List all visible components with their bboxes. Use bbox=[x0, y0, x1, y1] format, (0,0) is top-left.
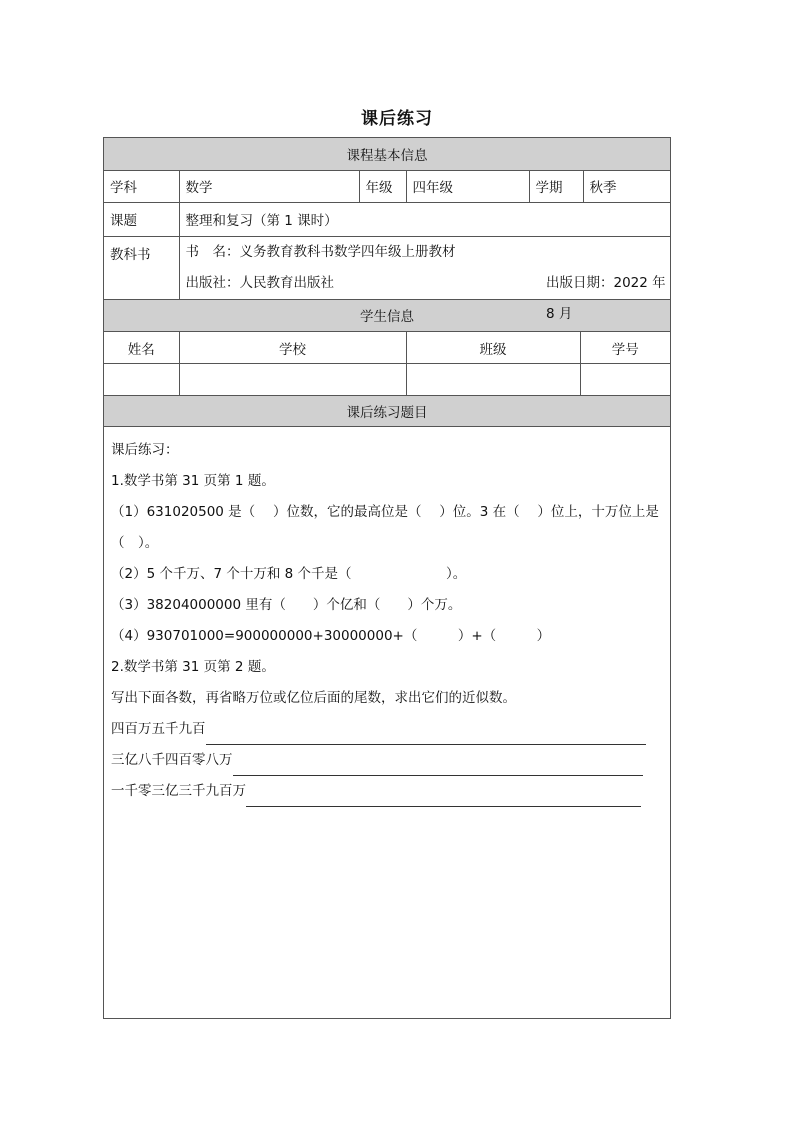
question-1-title: 1.数学书第 31 页第 1 题。 bbox=[111, 473, 275, 489]
exercise-header: 课后练习题目 bbox=[104, 396, 670, 427]
question-2-title: 2.数学书第 31 页第 2 题。 bbox=[111, 659, 275, 675]
school-field[interactable] bbox=[179, 364, 406, 396]
number-word: 一千零三亿三千九百万 bbox=[111, 783, 246, 799]
subject-value: 数学 bbox=[179, 170, 359, 202]
exercise-intro: 课后练习： bbox=[111, 442, 179, 458]
student-info-header: 学生信息 bbox=[104, 300, 670, 332]
book-name: 书 名：义务教育教科书数学四年级上册教材 bbox=[185, 243, 456, 260]
worksheet-table bbox=[103, 137, 671, 1019]
student-id-field[interactable] bbox=[580, 364, 670, 396]
question-1-4: （4）930701000=900000000+30000000+（ ）+（ ） bbox=[111, 628, 551, 644]
topic-label: 课题 bbox=[104, 202, 179, 236]
question-1-1: （1）631020500 是（ ）位数，它的最高位是（ ）位。3 在（ ）位上，十万位上是 bbox=[111, 504, 659, 520]
question-2-description: 写出下面各数，再省略万位或亿位后面的尾数，求出它们的近似数。 bbox=[111, 690, 516, 706]
name-field[interactable] bbox=[104, 364, 179, 396]
answer-line-item bbox=[111, 714, 663, 745]
textbook-label: 教科书 bbox=[104, 236, 179, 299]
answer-line-item bbox=[111, 776, 663, 807]
page-title: 课后练习 bbox=[361, 109, 433, 129]
subject-label: 学科 bbox=[104, 170, 179, 202]
topic-value: 整理和复习（第 1 课时） bbox=[179, 202, 670, 236]
col-name: 姓名 bbox=[104, 332, 179, 364]
question-1-2: （2）5 个千万、7 个十万和 8 个千是（ ）。 bbox=[111, 566, 467, 582]
exercise-content bbox=[104, 427, 670, 807]
number-word: 三亿八千四百零八万 bbox=[111, 752, 233, 768]
question-1-3: （3）38204000000 里有（ ）个亿和（ ）个万。 bbox=[111, 597, 462, 613]
col-school: 学校 bbox=[179, 332, 406, 364]
grade-label: 年级 bbox=[359, 170, 406, 202]
answer-blank[interactable] bbox=[246, 792, 641, 807]
answer-blank[interactable] bbox=[206, 730, 646, 745]
grade-value: 四年级 bbox=[406, 170, 529, 202]
term-label: 学期 bbox=[529, 170, 583, 202]
answer-blank[interactable] bbox=[233, 761, 643, 776]
course-info-header: 课程基本信息 bbox=[104, 138, 670, 170]
col-student-id: 学号 bbox=[580, 332, 670, 364]
publish-date: 出版日期：2022 年 8 月 bbox=[546, 274, 666, 322]
answer-line-item bbox=[111, 745, 663, 776]
col-class: 班级 bbox=[406, 332, 580, 364]
class-field[interactable] bbox=[406, 364, 580, 396]
term-value: 秋季 bbox=[583, 170, 670, 202]
publisher: 出版社：人民教育出版社 bbox=[185, 274, 334, 291]
number-word: 四百万五千九百 bbox=[111, 721, 206, 737]
question-1-1-continued: （ ）。 bbox=[111, 535, 159, 551]
